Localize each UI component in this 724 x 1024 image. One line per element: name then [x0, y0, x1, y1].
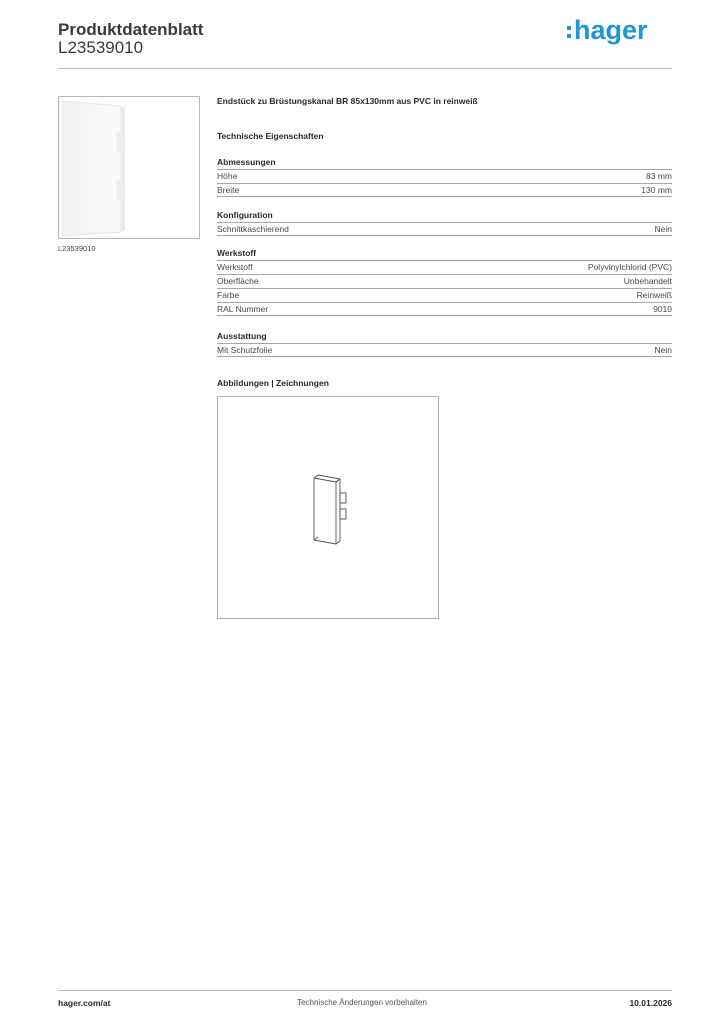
footer-website-link[interactable]: hager.com/at [58, 998, 111, 1008]
spec-value: 130 mm [641, 184, 672, 195]
footer-notice: Technische Änderungen vorbehalten [297, 998, 427, 1007]
spec-label: Werkstoff [217, 262, 253, 272]
logo-text: hager [574, 16, 648, 45]
product-image-graphic [59, 97, 199, 238]
spec-value: Nein [654, 223, 672, 234]
spec-value: 83 mm [646, 171, 672, 181]
spec-row [217, 343, 672, 357]
spec-row [217, 183, 672, 197]
product-description: Endstück zu Brüstungskanal BR 85x130mm aus PVC in reinweiß [217, 96, 478, 106]
spec-row [217, 222, 672, 236]
group-title-abmessungen: Abmessungen [217, 157, 276, 167]
header-divider [58, 68, 672, 69]
hager-logo [566, 16, 658, 51]
footer-date: 10.01.2026 [629, 998, 672, 1008]
spec-table-werkstoff [217, 260, 672, 316]
spec-label: RAL Nummer [217, 303, 269, 314]
spec-row [217, 274, 672, 288]
page-title: Produktdatenblatt [58, 20, 204, 39]
spec-label: Mit Schutzfolie [217, 344, 273, 355]
article-number: L23539010 [58, 38, 144, 57]
spec-label: Höhe [217, 171, 238, 181]
product-image [58, 96, 200, 239]
spec-label: Schnittkaschierend [217, 223, 289, 234]
spec-table-konfiguration [217, 222, 672, 236]
group-title-konfiguration: Konfiguration [217, 210, 273, 220]
spec-label: Oberfläche [217, 276, 259, 286]
logo-mark [566, 16, 658, 46]
spec-row [217, 260, 672, 274]
image-caption: L23539010 [58, 244, 96, 253]
footer-divider [58, 990, 672, 991]
group-title-werkstoff: Werkstoff [217, 248, 257, 258]
spec-label: Farbe [217, 290, 240, 300]
spec-row [217, 288, 672, 302]
spec-table-abmessungen [217, 169, 672, 197]
drawings-heading: Abbildungen | Zeichnungen [217, 378, 329, 388]
spec-label: Breite [217, 184, 240, 195]
spec-row [217, 302, 672, 316]
spec-value: 9010 [653, 303, 672, 314]
technical-drawing [217, 396, 439, 619]
spec-value: Reinweiß [636, 290, 672, 300]
spec-value: Nein [654, 344, 672, 355]
spec-table-ausstattung [217, 343, 672, 357]
group-title-ausstattung: Ausstattung [217, 331, 267, 341]
technical-drawing-graphic [218, 397, 438, 618]
spec-value: Polyvinylchlorid (PVC) [587, 262, 672, 272]
spec-value: Unbehandelt [623, 276, 672, 286]
specs-heading: Technische Eigenschaften [217, 131, 324, 141]
spec-row [217, 169, 672, 183]
